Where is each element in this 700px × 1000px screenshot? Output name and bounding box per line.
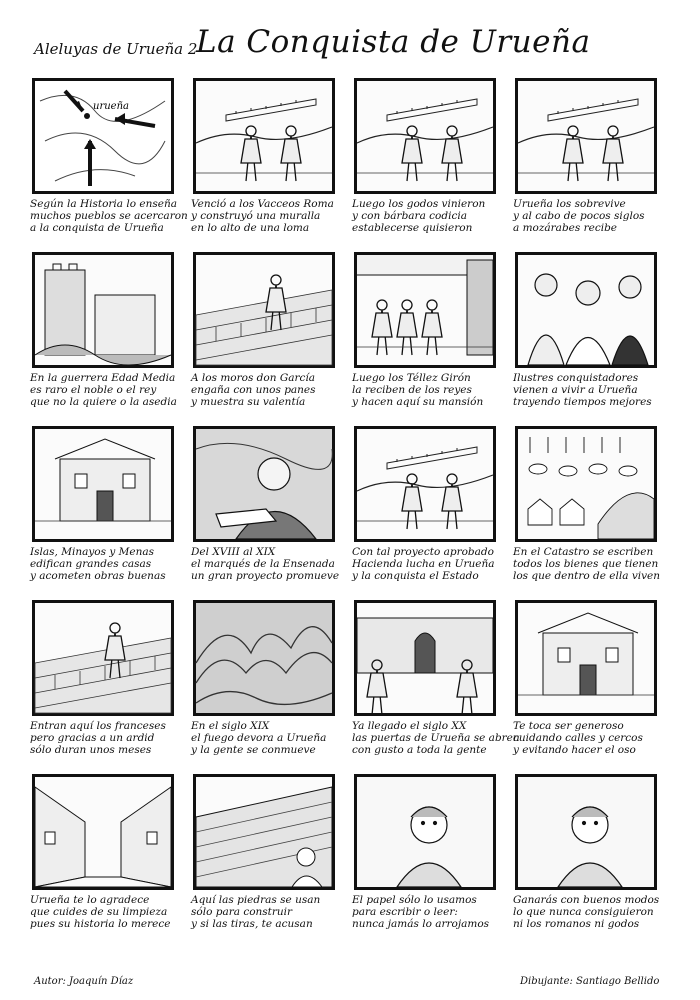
panel-drawing	[518, 429, 654, 539]
caption-line: y muestra su valentía	[191, 396, 306, 408]
comic-cell	[352, 426, 500, 600]
caption-line: cuidando calles y cercos	[513, 732, 643, 744]
comic-panel-stones	[193, 774, 335, 890]
comic-cell	[352, 252, 500, 426]
panel-drawing	[196, 777, 332, 887]
caption-line: pues su historia lo merece	[30, 918, 171, 930]
comic-panel-writer	[193, 426, 335, 542]
caption-line: El papel sólo lo usamos	[352, 894, 477, 906]
comic-panel-map	[32, 78, 174, 194]
comic-panel-child	[515, 774, 657, 890]
caption-line: y construyó una muralla	[191, 210, 321, 222]
comic-panel-wall	[193, 252, 335, 368]
caption-line: Te toca ser generoso	[513, 720, 624, 732]
caption-line: y la gente se conmueve	[191, 744, 316, 756]
panel-caption	[30, 720, 178, 756]
caption-line: sólo para construir	[191, 906, 293, 918]
panel-drawing	[357, 603, 493, 713]
comic-panel-castle	[32, 252, 174, 368]
caption-line: las puertas de Urueña se abren	[352, 732, 520, 744]
author-credit: Autor: Joaquín Díaz	[34, 976, 134, 987]
panel-drawing	[518, 603, 654, 713]
panel-drawing	[357, 429, 493, 539]
caption-line: con gusto a toda la gente	[352, 744, 487, 756]
caption-line: Venció a los Vacceos Roma	[191, 198, 334, 210]
caption-line: Ganarás con buenos modos	[513, 894, 660, 906]
caption-line: trayendo tiempos mejores	[513, 396, 652, 408]
caption-line: y acometen obras buenas	[30, 570, 166, 582]
caption-line: sólo duran unos meses	[30, 744, 152, 756]
panel-drawing	[518, 777, 654, 887]
panel-caption	[513, 894, 661, 930]
comic-panel-warriors	[193, 78, 335, 194]
caption-line: lo que nunca consiguieron	[513, 906, 654, 918]
caption-line: el marqués de la Ensenada	[191, 558, 335, 570]
caption-line: Hacienda lucha en Urueña	[352, 558, 495, 570]
panel-caption	[30, 372, 178, 408]
comic-panel-house	[32, 426, 174, 542]
panel-drawing	[357, 81, 493, 191]
comic-cell	[513, 78, 661, 252]
panel-drawing	[35, 81, 171, 191]
comic-panel-people	[354, 252, 496, 368]
caption-line: A los moros don García	[191, 372, 315, 384]
caption-line: muchos pueblos se acercaron	[30, 210, 188, 222]
panel-caption	[352, 720, 520, 756]
caption-line: Urueña los sobrevive	[513, 198, 626, 210]
panel-drawing	[196, 429, 332, 539]
artist-credit: Dibujante: Santiago Bellido	[520, 976, 660, 987]
panel-drawing	[35, 429, 171, 539]
caption-line: Entran aquí los franceses	[30, 720, 166, 732]
caption-line: todos los bienes que tienen	[513, 558, 659, 570]
comic-panel-warriors	[354, 78, 496, 194]
comic-cell	[191, 600, 339, 774]
comic-cell	[513, 252, 661, 426]
comic-panel-gate	[354, 600, 496, 716]
panel-drawing	[196, 81, 332, 191]
comic-cell	[30, 78, 188, 252]
caption-line: los que dentro de ella viven	[513, 570, 661, 582]
caption-line: Según la Historia lo enseña	[30, 198, 177, 210]
caption-line: y evitando hacer el oso	[513, 744, 636, 756]
panel-caption	[352, 894, 500, 930]
comic-panel-warriors	[515, 78, 657, 194]
caption-line: para escribir o leer:	[352, 906, 458, 918]
comic-panel-portraits	[515, 252, 657, 368]
comic-panel-house	[515, 600, 657, 716]
panel-caption	[191, 546, 339, 582]
caption-line: Con tal proyecto aprobado	[352, 546, 494, 558]
comic-panel-street	[32, 774, 174, 890]
caption-line: nunca jamás lo arrojamos	[352, 918, 490, 930]
map-label: urueña	[93, 101, 129, 112]
caption-line: y si las tiras, te acusan	[191, 918, 313, 930]
panel-caption	[191, 372, 339, 408]
panel-drawing	[357, 255, 493, 365]
comic-grid	[30, 78, 662, 948]
panel-drawing	[196, 603, 332, 713]
comic-panel-wall	[32, 600, 174, 716]
caption-line: a la conquista de Urueña	[30, 222, 164, 234]
caption-line: y la conquista el Estado	[352, 570, 479, 582]
comic-cell	[30, 426, 178, 600]
comic-cell	[352, 600, 520, 774]
comic-cell	[30, 600, 178, 774]
panel-drawing	[35, 777, 171, 887]
comic-panel-fire	[193, 600, 335, 716]
panel-caption	[30, 198, 188, 234]
panel-caption	[513, 546, 661, 582]
header	[0, 22, 700, 72]
caption-line: Urueña te lo agradece	[30, 894, 150, 906]
panel-caption	[513, 198, 661, 234]
caption-line: Islas, Minayos y Menas	[30, 546, 154, 558]
comic-cell	[30, 774, 178, 948]
comic-cell	[513, 426, 661, 600]
caption-line: pero gracias a un ardid	[30, 732, 155, 744]
comic-panel-census	[515, 426, 657, 542]
caption-line: En la guerrera Edad Media	[30, 372, 176, 384]
comic-cell	[352, 774, 500, 948]
caption-line: y hacen aquí su mansión	[352, 396, 484, 408]
panel-caption	[30, 894, 178, 930]
caption-line: ni los romanos ni godos	[513, 918, 640, 930]
caption-line: un gran proyecto promueve	[191, 570, 340, 582]
panel-caption	[191, 720, 339, 756]
comic-cell	[191, 252, 339, 426]
panel-caption	[30, 546, 178, 582]
caption-line: engaña con unos panes	[191, 384, 316, 396]
caption-line: la reciben de los reyes	[352, 384, 472, 396]
caption-line: vienen a vivir a Urueña	[513, 384, 638, 396]
panel-caption	[352, 372, 500, 408]
panel-caption	[352, 198, 500, 234]
comic-cell	[513, 774, 661, 948]
caption-line: edifican grandes casas	[30, 558, 152, 570]
caption-line: Luego los Téllez Girón	[352, 372, 471, 384]
comic-cell	[191, 78, 339, 252]
caption-line: y con bárbara codicia	[352, 210, 467, 222]
caption-line: En el siglo XIX	[191, 720, 270, 732]
caption-line: En el Catastro se escriben	[513, 546, 654, 558]
panel-drawing	[35, 255, 171, 365]
caption-line: que no la quiere o la asedia	[30, 396, 177, 408]
caption-line: es raro el noble o el rey	[30, 384, 157, 396]
panel-caption	[513, 372, 661, 408]
comic-cell	[30, 252, 178, 426]
caption-line: el fuego devora a Urueña	[191, 732, 327, 744]
comic-cell	[352, 78, 500, 252]
caption-line: a mozárabes recibe	[513, 222, 618, 234]
caption-line: y al cabo de pocos siglos	[513, 210, 645, 222]
caption-line: Ya llegado el siglo XX	[352, 720, 467, 732]
panel-drawing	[357, 777, 493, 887]
panel-caption	[513, 720, 661, 756]
panel-drawing	[518, 255, 654, 365]
comic-panel-warriors	[354, 426, 496, 542]
comic-panel-child	[354, 774, 496, 890]
caption-line: Luego los godos vinieron	[352, 198, 486, 210]
comic-cell	[191, 774, 339, 948]
panel-caption	[191, 198, 339, 234]
caption-line: Del XVIII al XIX	[191, 546, 276, 558]
caption-line: establecerse quisieron	[352, 222, 473, 234]
comic-cell	[191, 426, 339, 600]
panel-caption	[352, 546, 500, 582]
caption-line: que cuides de su limpieza	[30, 906, 168, 918]
comic-cell	[513, 600, 661, 774]
page-title: La Conquista de Urueña	[196, 24, 591, 60]
panel-drawing	[518, 81, 654, 191]
panel-drawing	[196, 255, 332, 365]
panel-caption	[191, 894, 339, 930]
caption-line: en lo alto de una loma	[191, 222, 310, 234]
caption-line: Ilustres conquistadores	[513, 372, 639, 384]
series-title: Aleluyas de Urueña 2	[34, 40, 198, 58]
caption-line: Aquí las piedras se usan	[191, 894, 321, 906]
panel-drawing	[35, 603, 171, 713]
